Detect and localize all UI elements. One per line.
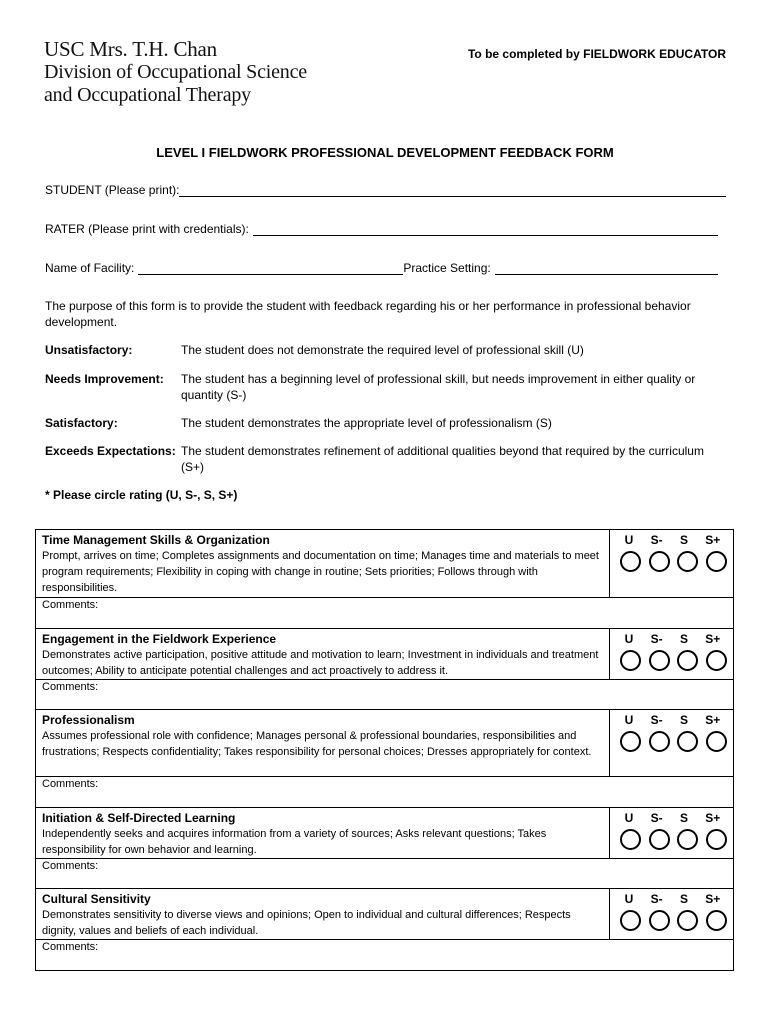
rating-options xyxy=(610,629,733,679)
section-description: Demonstrates active participation, positive attitude and motivation to learn; Investment in individuals and treatment outcomes; Ability to anticipate potential challenges and act proactively to address it. xyxy=(42,649,599,677)
rating-label-s-plus: S+ xyxy=(705,811,721,825)
form-title: LEVEL I FIELDWORK PROFESSIONAL DEVELOPMENT FEEDBACK FORM xyxy=(156,145,614,160)
rating-label-s-plus: S+ xyxy=(705,713,721,727)
rating-label-s-minus: S- xyxy=(650,632,663,646)
rating-label-u: U xyxy=(624,533,634,547)
definition-row xyxy=(45,342,735,358)
comments-field[interactable]: Comments: xyxy=(42,778,99,790)
section-title: Time Management Skills & Organization xyxy=(42,533,270,547)
comments-field[interactable]: Comments: xyxy=(42,599,99,611)
setting-label: Practice Setting: xyxy=(403,261,491,275)
rating-section xyxy=(35,709,734,808)
logo-line-2: Division of Occupational Science xyxy=(44,61,307,83)
rating-circle-s[interactable] xyxy=(677,910,698,931)
rating-label-s-minus: S- xyxy=(650,713,663,727)
rating-circle-s-plus[interactable] xyxy=(706,829,727,850)
rating-label-s: S xyxy=(679,533,688,547)
student-label: STUDENT (Please print): xyxy=(45,183,180,197)
completed-by-note: To be completed by FIELDWORK EDUCATOR xyxy=(467,47,726,61)
comments-field[interactable]: Comments: xyxy=(42,941,99,953)
definition-term: Exceeds Expectations: xyxy=(45,444,176,458)
section-description: Independently seeks and acquires information from a variety of sources; Asks relevant questions; Takes responsibility for own behavior and learning. xyxy=(42,828,547,856)
rating-label-u: U xyxy=(624,632,634,646)
purpose-text: The purpose of this form is to provide the student with feedback regarding his or her performance in professional behavior development. xyxy=(45,299,691,329)
rating-circle-u[interactable] xyxy=(620,650,641,671)
rating-circle-s-plus[interactable] xyxy=(706,910,727,931)
rating-circle-s-minus[interactable] xyxy=(649,829,670,850)
rating-label-s-plus: S+ xyxy=(705,533,721,547)
rating-circle-s-minus[interactable] xyxy=(649,650,670,671)
student-line[interactable] xyxy=(179,184,726,197)
rating-circle-s-minus[interactable] xyxy=(649,731,670,752)
student-field xyxy=(45,183,726,197)
rating-circle-s[interactable] xyxy=(677,551,698,572)
rating-section xyxy=(35,628,734,710)
rating-options xyxy=(610,530,733,597)
section-description: Demonstrates sensitivity to diverse views and opinions; Open to individual and cultural differences; Respects dignity, values and beliefs of each individual. xyxy=(42,909,571,937)
rater-label: RATER (Please print with credentials): xyxy=(45,222,249,236)
rating-options xyxy=(610,710,733,776)
definition-term: Needs Improvement: xyxy=(45,372,164,386)
logo-line-1: USC Mrs. T.H. Chan xyxy=(44,37,217,61)
definition-row xyxy=(45,443,735,475)
rating-section xyxy=(35,888,734,971)
setting-line[interactable] xyxy=(495,262,718,275)
rating-label-s-minus: S- xyxy=(650,811,663,825)
section-title: Cultural Sensitivity xyxy=(42,892,151,906)
rating-circle-s[interactable] xyxy=(677,731,698,752)
rating-circle-s-minus[interactable] xyxy=(649,910,670,931)
rating-label-u: U xyxy=(624,713,634,727)
rating-label-s-plus: S+ xyxy=(705,632,721,646)
rater-line[interactable] xyxy=(253,223,718,236)
rating-label-s: S xyxy=(679,811,688,825)
comments-field[interactable]: Comments: xyxy=(42,860,99,872)
rating-circle-u[interactable] xyxy=(620,551,641,572)
definition-desc: The student demonstrates refinement of additional qualities beyond that required by the curriculum (S+) xyxy=(181,444,704,474)
rating-section xyxy=(35,807,734,889)
rating-label-s-plus: S+ xyxy=(705,892,721,906)
definition-term: Unsatisfactory: xyxy=(45,343,133,357)
definition-term: Satisfactory: xyxy=(45,416,118,430)
rating-label-u: U xyxy=(624,811,634,825)
rater-field xyxy=(45,222,718,236)
section-title: Engagement in the Fieldwork Experience xyxy=(42,632,277,646)
rating-options xyxy=(610,889,733,939)
rating-label-s-minus: S- xyxy=(650,533,663,547)
rating-circle-s-plus[interactable] xyxy=(706,731,727,752)
rating-label-u: U xyxy=(624,892,634,906)
section-title: Professionalism xyxy=(42,713,135,727)
rating-circle-s-plus[interactable] xyxy=(706,551,727,572)
rating-circle-s[interactable] xyxy=(677,650,698,671)
definition-desc: The student has a beginning level of professional skill, but needs improvement in either quality or quantity (S-) xyxy=(181,372,696,402)
definition-desc: The student demonstrates the appropriate level of professionalism (S) xyxy=(181,416,552,430)
definition-desc: The student does not demonstrate the required level of professional skill (U) xyxy=(181,343,584,357)
facility-label: Name of Facility: xyxy=(45,261,135,275)
circle-rating-note: * Please circle rating (U, S-, S, S+) xyxy=(45,488,238,502)
rating-circle-s-minus[interactable] xyxy=(649,551,670,572)
facility-line[interactable] xyxy=(138,262,403,275)
facility-field xyxy=(45,261,718,275)
definition-row xyxy=(45,371,735,403)
logo-line-3: and Occupational Therapy xyxy=(44,84,251,106)
section-title: Initiation & Self-Directed Learning xyxy=(42,811,236,825)
section-description: Prompt, arrives on time; Completes assignments and documentation on time; Manages time and materials to meet program requirements; Flexibility in coping with change in routine; Sets priorities; Follows through with responsibilities. xyxy=(42,550,599,594)
rating-circle-u[interactable] xyxy=(620,829,641,850)
rating-circle-u[interactable] xyxy=(620,910,641,931)
rating-label-s: S xyxy=(679,892,688,906)
rating-circle-u[interactable] xyxy=(620,731,641,752)
rating-label-s: S xyxy=(679,632,688,646)
comments-field[interactable]: Comments: xyxy=(42,681,99,693)
rating-label-s-minus: S- xyxy=(650,892,663,906)
usc-logo xyxy=(44,38,307,107)
rating-options xyxy=(610,808,733,858)
rating-circle-s-plus[interactable] xyxy=(706,650,727,671)
rating-circle-s[interactable] xyxy=(677,829,698,850)
definition-row xyxy=(45,415,735,431)
rating-section xyxy=(35,529,734,629)
section-description: Assumes professional role with confidence; Manages personal & professional boundaries, responsibilities and frustrations; Respects confidentiality; Takes responsibility for personal choices; Dresses appropriately for context. xyxy=(42,730,592,758)
rating-label-s: S xyxy=(679,713,688,727)
